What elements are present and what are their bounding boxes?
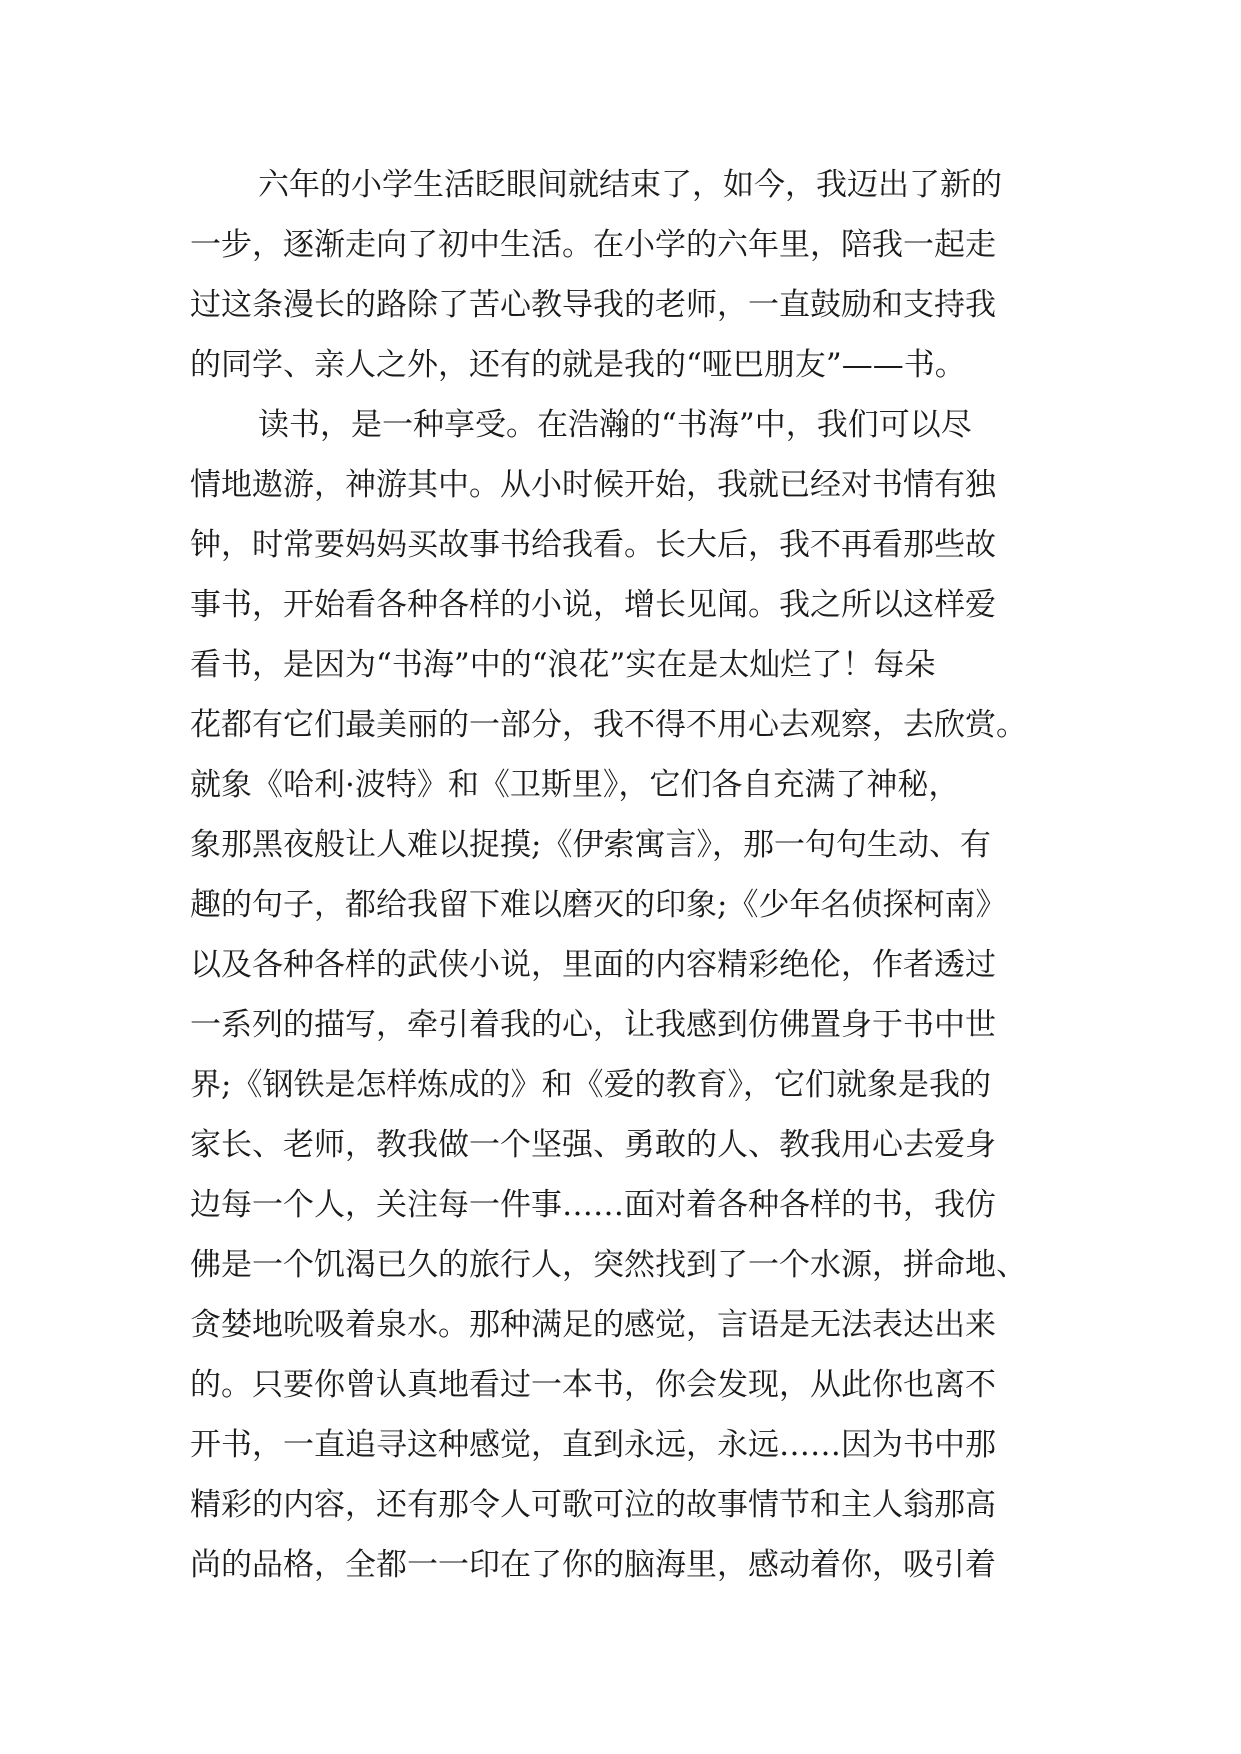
text-line: 一系列的描写，牵引着我的心，让我感到仿佛置身于书中世 [190,1007,996,1043]
text-line: 趣的句子，都给我留下难以磨灭的印象;《少年名侦探柯南》 [190,887,1007,923]
text-line: 过这条漫长的路除了苦心教导我的老师，一直鼓励和支持我 [190,287,996,323]
text-line: 六年的小学生活眨眼间就结束了，如今，我迈出了新的 [258,167,1002,203]
text-line: 就象《哈利·波特》和《卫斯里》，它们各自充满了神秘， [190,767,960,803]
text-line: 花都有它们最美丽的一部分，我不得不用心去观察，去欣赏。 [190,707,1027,743]
text-line: 佛是一个饥渴已久的旅行人，突然找到了一个水源，拼命地、 [190,1247,1027,1283]
text-line: 以及各种各样的武侠小说，里面的内容精彩绝伦，作者透过 [190,947,996,983]
text-line: 精彩的内容，还有那令人可歌可泣的故事情节和主人翁那高 [190,1487,996,1523]
text-line: 的。只要你曾认真地看过一本书，你会发现，从此你也离不 [190,1367,996,1403]
text-line: 的同学、亲人之外，还有的就是我的“哑巴朋友”——书。 [190,347,966,383]
text-line: 贪婪地吮吸着泉水。那种满足的感觉，言语是无法表达出来 [190,1307,996,1343]
text-line: 家长、老师，教我做一个坚强、勇敢的人、教我用心去爱身 [190,1127,996,1163]
text-line: 钟，时常要妈妈买故事书给我看。长大后，我不再看那些故 [190,527,996,563]
text-line: 边每一个人，关注每一件事……面对着各种各样的书，我仿 [190,1187,996,1223]
text-line: 一步，逐渐走向了初中生活。在小学的六年里，陪我一起走 [190,227,996,263]
text-line: 开书，一直追寻这种感觉，直到永远，永远……因为书中那 [190,1427,996,1463]
text-line: 界;《钢铁是怎样炼成的》和《爱的教育》，它们就象是我的 [190,1067,991,1103]
text-line: 象那黑夜般让人难以捉摸;《伊索寓言》，那一句句生动、有 [190,827,991,863]
document-body [190,155,1050,1595]
text-line: 尚的品格，全都一一印在了你的脑海里，感动着你，吸引着 [190,1547,996,1583]
text-line: 读书，是一种享受。在浩瀚的“书海”中，我们可以尽 [258,407,972,443]
text-line: 看书，是因为“书海”中的“浪花”实在是太灿烂了！每朵 [190,647,936,683]
text-line: 情地遨游，神游其中。从小时候开始，我就已经对书情有独 [190,467,996,503]
text-line: 事书，开始看各种各样的小说，增长见闻。我之所以这样爱 [190,587,996,623]
